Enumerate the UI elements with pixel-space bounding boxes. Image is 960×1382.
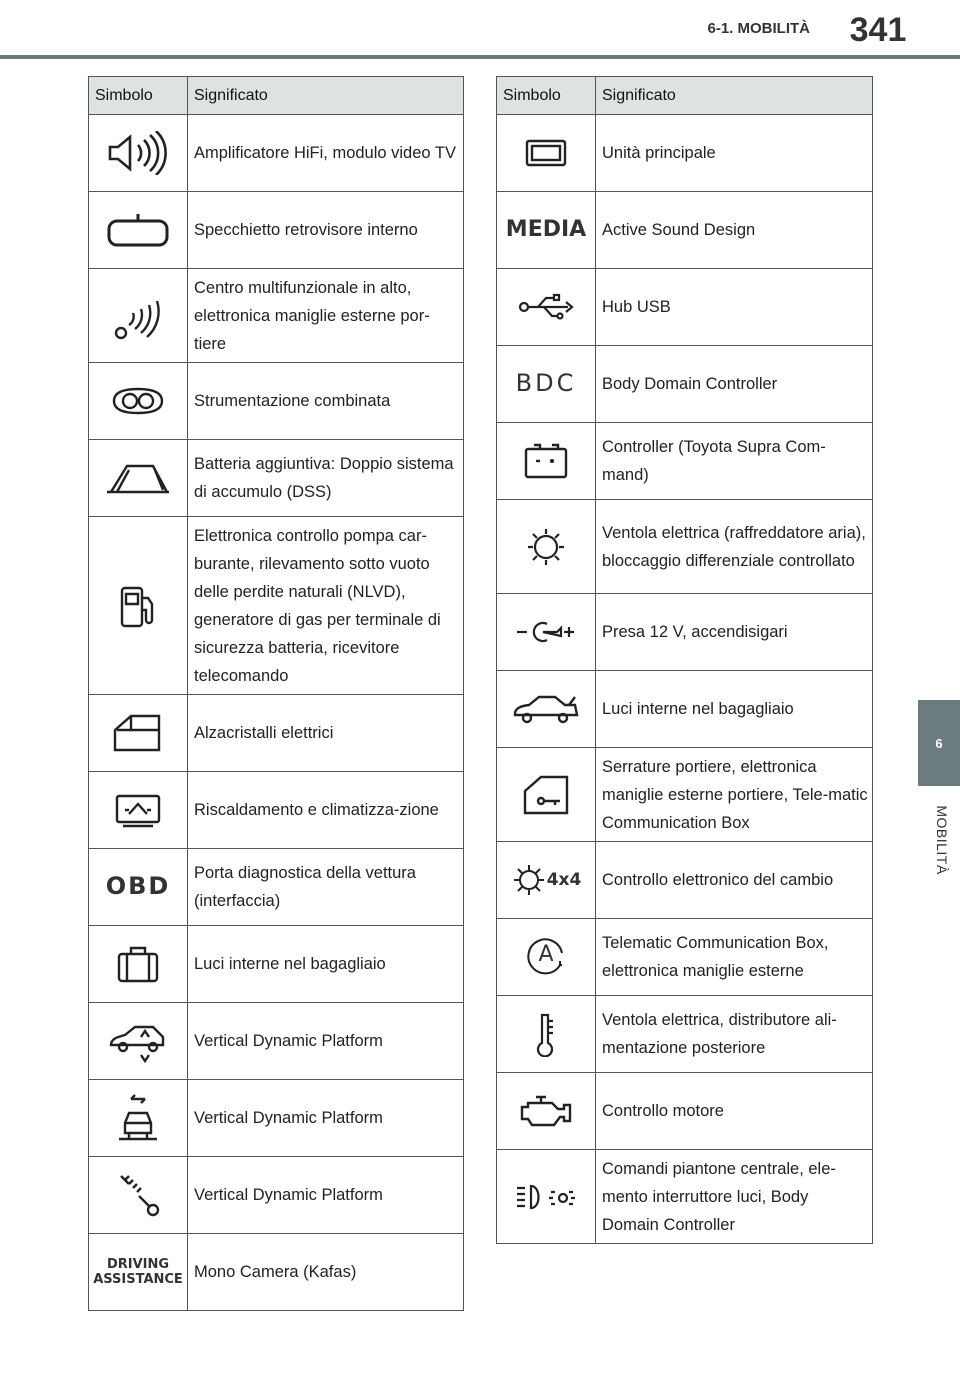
- meaning-cell: Ventola elettrica, distributore ali-mentazione posteriore: [596, 996, 873, 1073]
- table-row: [497, 1150, 873, 1244]
- column-header-symbol: Simbolo: [497, 77, 596, 115]
- table-row: [89, 1234, 464, 1311]
- chapter-tab[interactable]: 6: [918, 700, 960, 786]
- meaning-cell: Presa 12 V, accendisigari: [596, 594, 873, 671]
- column-header-symbol: Simbolo: [89, 77, 188, 115]
- table-row: [89, 440, 464, 517]
- meaning-cell: Controller (Toyota Supra Com-mand): [596, 423, 873, 500]
- table-row: [497, 919, 873, 996]
- climate-control-icon: [113, 792, 163, 828]
- meaning-cell: Ventola elettrica (raffreddatore aria), bloccaggio differenziale controllato: [596, 500, 873, 594]
- meaning-cell: Batteria aggiuntiva: Doppio sistema di accumulo (DSS): [188, 440, 464, 517]
- table-row: [497, 269, 873, 346]
- page-number: 341: [849, 11, 907, 49]
- table-row: [89, 1157, 464, 1234]
- table-row: [497, 192, 873, 269]
- section-title: 6-1. MOBILITÀ: [707, 20, 810, 37]
- engine-icon: [518, 1093, 574, 1129]
- battery-icon: [522, 441, 570, 481]
- meaning-cell: Comandi piantone centrale, ele-mento interruttore luci, Body Domain Controller: [596, 1150, 873, 1244]
- column-header-meaning: Significato: [188, 77, 464, 115]
- socket-12v-icon: [513, 617, 579, 647]
- luggage-icon: [115, 944, 161, 984]
- table-row: [89, 1003, 464, 1080]
- meaning-cell: Telematic Communication Box, elettronica maniglie esterne: [596, 919, 873, 996]
- meaning-cell: Porta diagnostica della vettura (interfaccia): [188, 849, 464, 926]
- obd-text-icon: OBD: [105, 871, 171, 900]
- table-row: [89, 269, 464, 363]
- thermometer-icon: [534, 1011, 558, 1057]
- meaning-cell: Mono Camera (Kafas): [188, 1234, 464, 1311]
- driving-assistance-text-icon: [89, 1234, 188, 1311]
- meaning-cell: Controllo elettronico del cambio: [596, 842, 873, 919]
- meaning-cell: Vertical Dynamic Platform: [188, 1080, 464, 1157]
- table-row: [497, 346, 873, 423]
- car-front-platform-icon: [115, 1093, 161, 1143]
- meaning-cell: Active Sound Design: [596, 192, 873, 269]
- circle-a-icon: [497, 919, 596, 996]
- meaning-cell: Riscaldamento e climatizza-zione: [188, 772, 464, 849]
- instrument-cluster-icon: [110, 386, 166, 416]
- symbol-table-right: [496, 76, 873, 1244]
- fuel-pump-icon: [118, 584, 158, 628]
- table-row: [89, 849, 464, 926]
- fan-gear-icon: [524, 525, 568, 569]
- car-roof-icon: [105, 460, 171, 496]
- meaning-cell: Unità principale: [596, 115, 873, 192]
- meaning-cell: Controllo motore: [596, 1073, 873, 1150]
- table-row: [497, 1073, 873, 1150]
- table-row: [89, 926, 464, 1003]
- table-row: [497, 594, 873, 671]
- header-divider: [0, 55, 960, 59]
- table-row: [497, 115, 873, 192]
- table-row: [497, 423, 873, 500]
- meaning-cell: Amplificatore HiFi, modulo video TV: [188, 115, 464, 192]
- headlight-icon: [513, 1182, 579, 1212]
- table-row: [89, 115, 464, 192]
- table-row: [497, 842, 873, 919]
- symbol-table-left: [88, 76, 464, 1311]
- table-row: [89, 363, 464, 440]
- head-unit-icon: [524, 138, 568, 168]
- meaning-cell: Luci interne nel bagagliaio: [596, 671, 873, 748]
- meaning-cell: Vertical Dynamic Platform: [188, 1157, 464, 1234]
- column-header-meaning: Significato: [596, 77, 873, 115]
- table-row: [89, 517, 464, 695]
- car-trunk-open-icon: [511, 692, 581, 726]
- table-row: [497, 500, 873, 594]
- meaning-cell: Alzacristalli elettrici: [188, 695, 464, 772]
- rearview-mirror-icon: [105, 212, 171, 248]
- meaning-cell: Elettronica controllo pompa car-burante, rilevamento sotto vuoto delle perdite naturali (NLVD), generatore di gas per terminale di sicurezza batteria, ricevitore telecomando: [188, 517, 464, 695]
- icon-label-a: A: [538, 942, 554, 967]
- gear-4x4-icon: [497, 842, 596, 919]
- remote-signal-icon: [113, 291, 163, 341]
- meaning-cell: Vertical Dynamic Platform: [188, 1003, 464, 1080]
- table-row: [497, 996, 873, 1073]
- door-key-icon: [521, 773, 571, 817]
- media-text-icon: MEDIA: [505, 216, 587, 242]
- table-row: [89, 695, 464, 772]
- table-row: [89, 772, 464, 849]
- table-row: [89, 1080, 464, 1157]
- speaker-waves-icon: [106, 131, 170, 175]
- chapter-label: MOBILITÀ: [934, 805, 950, 875]
- meaning-cell: Hub USB: [596, 269, 873, 346]
- meaning-cell: Centro multifunzionale in alto, elettronica maniglie esterne por-tiere: [188, 269, 464, 363]
- icon-label-4x4: 4x4: [546, 870, 582, 890]
- table-row: [497, 671, 873, 748]
- car-door-window-icon: [111, 712, 165, 754]
- table-row: [497, 748, 873, 842]
- usb-icon: [516, 290, 576, 324]
- meaning-cell: Luci interne nel bagagliaio: [188, 926, 464, 1003]
- bdc-text-icon: BDC: [515, 368, 577, 397]
- meaning-cell: Serrature portiere, elettronica maniglie esterne portiere, Tele-matic Communication Box: [596, 748, 873, 842]
- table-row: [89, 192, 464, 269]
- icon-label-assistance: ASSISTANCE: [93, 1272, 183, 1287]
- meaning-cell: Strumentazione combinata: [188, 363, 464, 440]
- icon-label-driving: DRIVING: [106, 1257, 170, 1272]
- car-height-arrows-icon: [107, 1019, 169, 1063]
- shock-absorber-icon: [113, 1170, 163, 1220]
- meaning-cell: Specchietto retrovisore interno: [188, 192, 464, 269]
- meaning-cell: Body Domain Controller: [596, 346, 873, 423]
